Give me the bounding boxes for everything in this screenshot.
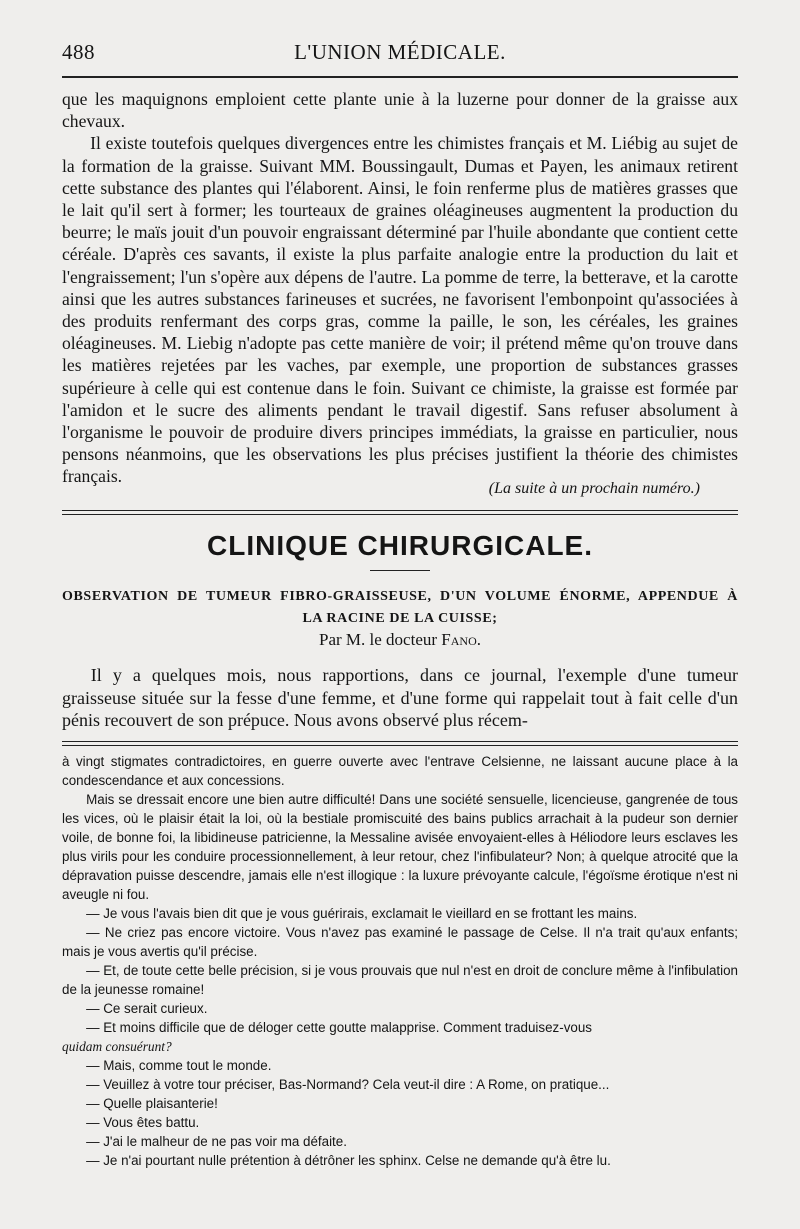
section-rule xyxy=(62,510,738,515)
feuilleton-rule xyxy=(62,741,738,746)
article-continuation xyxy=(62,88,738,488)
dialogue-line: — Je vous l'avais bien dit que je vous guérirais, exclamait le vieillard en se frottant les mains. xyxy=(86,906,638,921)
paragraph: Il y a quelques mois, nous rapportions, dans ce journal, l'exemple d'une tumeur graisseuse située sur la fesse d'une femme, et d'une forme qui rappelait tout à fait celle d'un pénis recouvert de son prépuce. Nous avons observé plus récem- xyxy=(62,665,738,730)
paragraph: Mais se dressait encore une bien autre difficulté! Dans une société sensuelle, licencieuse, gangrenée de tous les vices, où le plaisir était la loi, où la bestiale promiscuité des bains publics arrachait à la pudeur son dernier voile, de bonne foi, la libidineuse patricienne, la Messaline avisée envoyaient-elles à Héliodore leurs esclaves les plus virils pour les conduire processionnellement, à leur retour, chez l'infibulateur? Non; à quelque atrocité que la dépravation puisse descendre, jamais elle n'est illogique : la luxure prévoyante calcule, l'égoïsme érotique n'est ni aveugle ni fou. xyxy=(62,792,738,902)
title-underline xyxy=(370,570,430,571)
author-name: Fano. xyxy=(441,630,481,649)
paragraph: Il existe toutefois quelques divergences entre les chimistes français et M. Liébig au sujet de la formation de la graisse. Suivant MM. Boussingault, Dumas et Payen, les animaux retirent cette substance des plantes qui l'élaborent. Ainsi, le foin renferme plus de matières grasses que le lait qu'il sert à former; les tourteaux de graines oléagineuses augmentent la production du beurre; le maïs jouit d'un pouvoir engraissant déterminé par l'huile abondante que contient cette céréale. D'après ces savants, il existe la plus parfaite analogie entre la production du lait et l'engraissement; l'un s'opère aux dépens de l'autre. La pomme de terre, la betterave, et la carotte ainsi que les autres substances farineuses et sucrées, ne favorisent l'embonpoint qu'associées à des produits renfermant des corps gras, comme la paille, le son, les céréales, les graines oléagineuses. M. Liebig n'adopte pas cette manière de voir; il prétend même qu'on trouve dans les matières rejetées par les vaches, par exemple, une proportion de substances grasses supérieure à celle qui est contenue dans le foin. Suivant ce chimiste, la graisse est formée par l'amidon et le sucre des aliments pendant le travail digestif. Sans refuser absolument à l'organisme le pouvoir de produire divers principes immédiats, la graisse en particulier, nous pensons néanmoins, que les observations les plus précises justifient la théorie des chimistes français. xyxy=(62,133,738,487)
journal-title: L'UNION MÉDICALE. xyxy=(294,40,506,64)
feuilleton xyxy=(62,752,738,1170)
dialogue-line: — Vous êtes battu. xyxy=(86,1115,200,1130)
dialogue-line: — Veuillez à votre tour préciser, Bas-Normand? Cela veut-il dire : A Rome, on pratique... xyxy=(86,1077,610,1092)
page-number: 488 xyxy=(62,40,95,64)
dialogue-line: — Je n'ai pourtant nulle prétention à détrôner les sphinx. Celse ne demande qu'à être lu. xyxy=(86,1153,611,1168)
dialogue-line: — Et, de toute cette belle précision, si je vous prouvais que nul n'est en droit de conclure même à l'infibulation de la jeunesse romaine! xyxy=(62,963,738,997)
dialogue-line: — Et moins difficile que de déloger cette goutte malapprise. Comment traduisez-vous xyxy=(86,1020,592,1035)
paragraph: que les maquignons emploient cette plante unie à la luzerne pour donner de la graisse aux chevaux. xyxy=(62,89,738,132)
dialogue-line: — J'ai le malheur de ne pas voir ma défaite. xyxy=(86,1134,347,1149)
latin-quote: quidam consuérunt? xyxy=(62,1039,172,1054)
paragraph: à vingt stigmates contradictoires, en guerre ouverte avec l'entrave Celsienne, ne laissant aucune place à la condescendance et aux concessions. xyxy=(62,754,738,788)
dialogue-line: — Ce serait curieux. xyxy=(86,1001,208,1016)
section-title: CLINIQUE CHIRURGICALE. xyxy=(207,530,593,561)
dialogue-line: — Mais, comme tout le monde. xyxy=(86,1058,272,1073)
dialogue-line: — Quelle plaisanterie! xyxy=(86,1096,218,1111)
clinic-article xyxy=(62,664,738,732)
running-header xyxy=(62,40,738,70)
author-line xyxy=(62,630,738,650)
dialogue-line: — Ne criez pas encore victoire. Vous n'avez pas examiné le passage de Celse. Il n'a trait qu'aux enfants; mais je vous avertis qu'il précise. xyxy=(62,925,738,959)
author-prefix: Par M. le docteur xyxy=(319,630,438,649)
observation-title-line2: LA RACINE DE LA CUISSE; xyxy=(302,611,498,626)
header-rule xyxy=(62,76,738,78)
observation-title-line1: OBSERVATION DE TUMEUR FIBRO-GRAISSEUSE, D'UN VOLUME ÉNORME, APPENDUE À xyxy=(62,589,738,604)
continued-note: (La suite à un prochain numéro.) xyxy=(488,480,700,497)
observation-title xyxy=(62,586,738,630)
